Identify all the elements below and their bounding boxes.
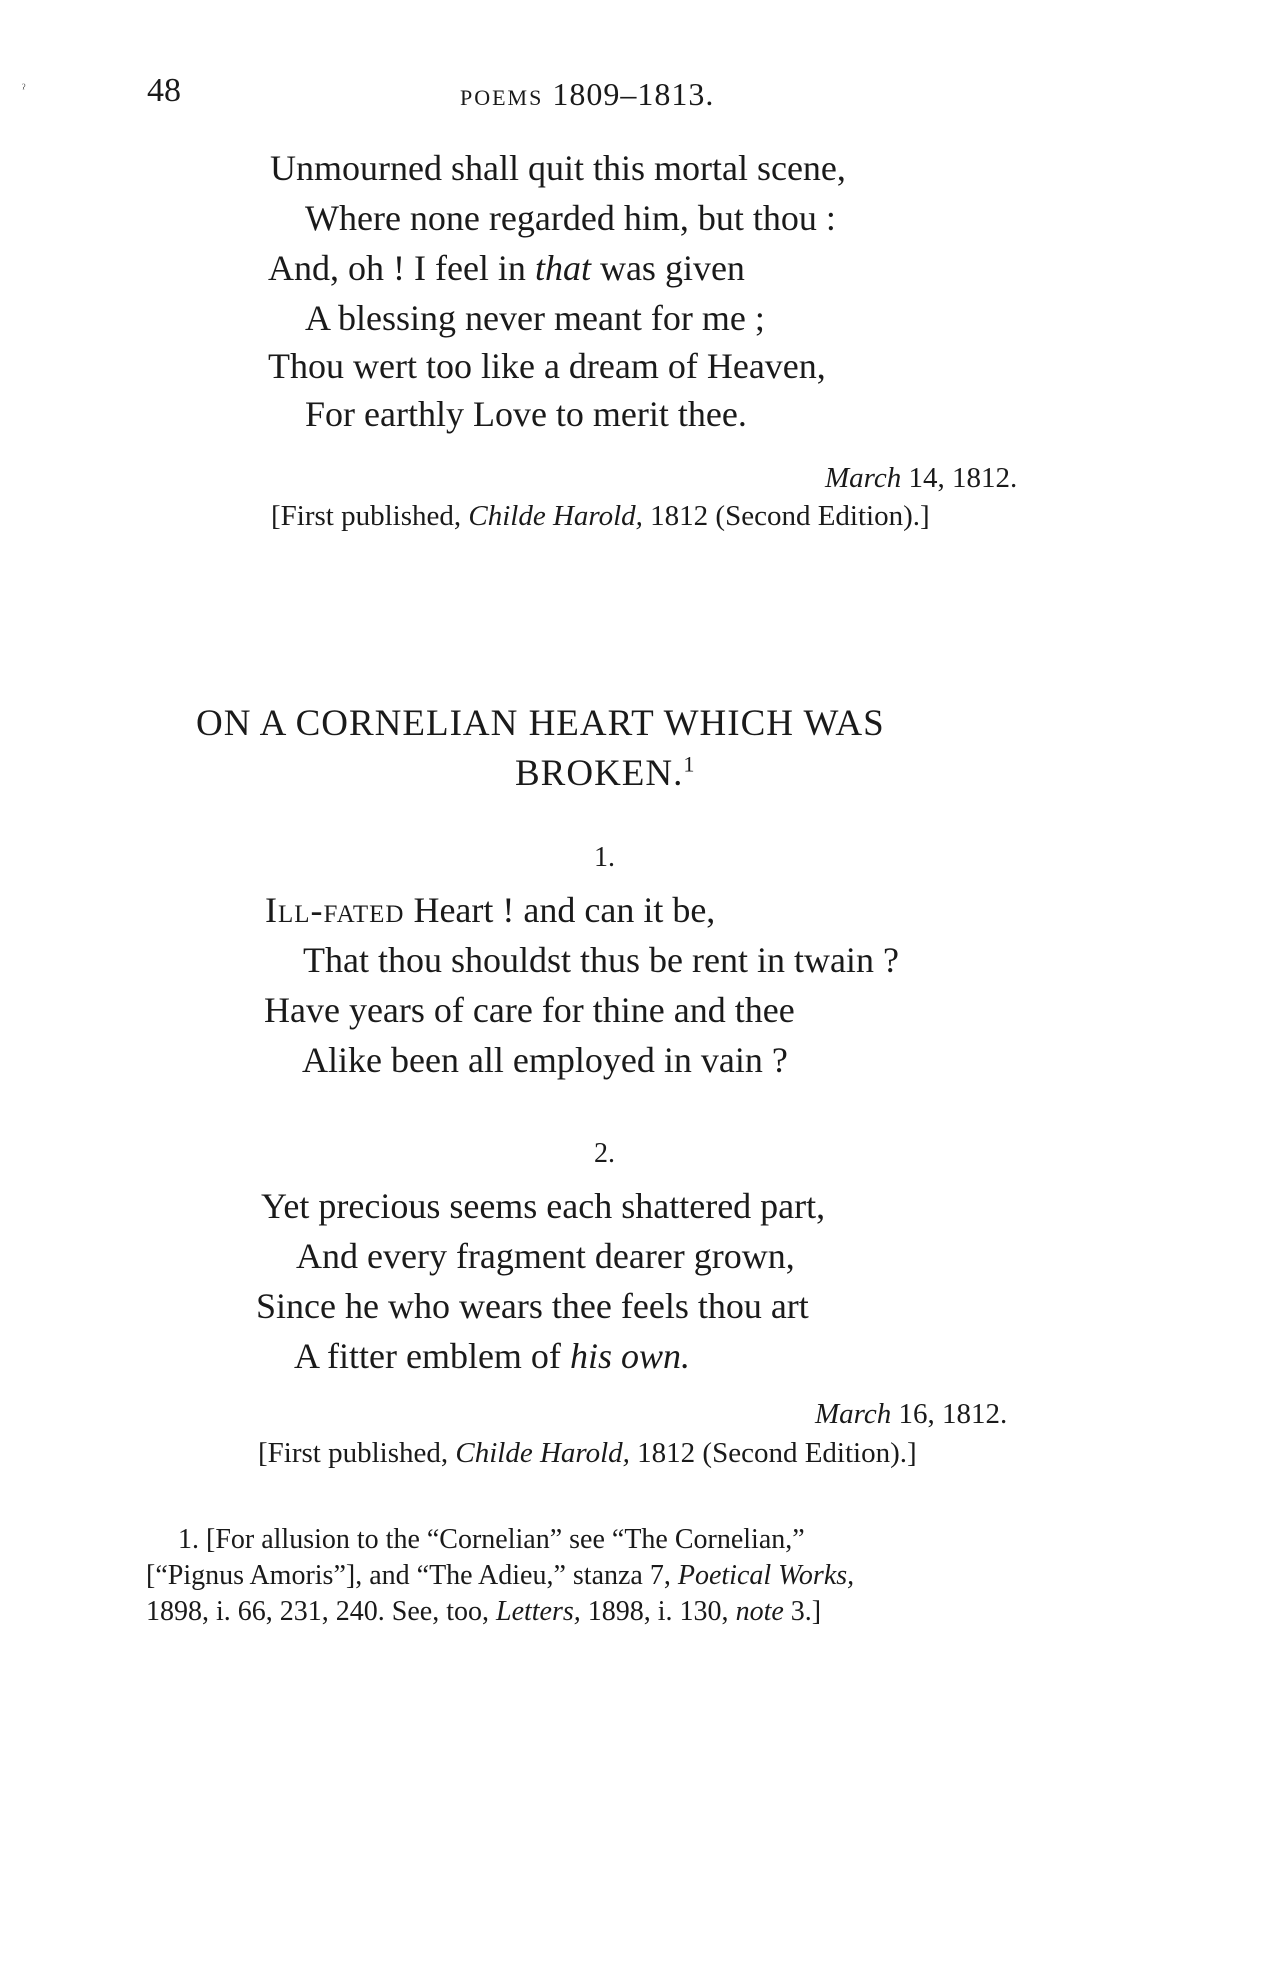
footnote-line-2: [“Pignus Amoris”], and “The Adieu,” stanza 7, Poetical Works, bbox=[146, 1560, 855, 1591]
poem2-stanza2-line-1: Yet precious seems each shattered part, bbox=[261, 1186, 826, 1226]
poem1-line-2: Where none regarded him, but thou : bbox=[305, 198, 836, 238]
poem1-line-4: A blessing never meant for me ; bbox=[305, 298, 765, 338]
poem2-stanza1-line-2: That thou shouldst thus be rent in twain ? bbox=[303, 940, 899, 980]
running-title bbox=[460, 76, 714, 113]
poem1-date-rest: 14, 1812. bbox=[908, 462, 1018, 494]
stanza-1-number: 1. bbox=[594, 842, 615, 873]
poem2-stanza1-line-4: Alike been all employed in vain ? bbox=[302, 1040, 788, 1080]
poem2-stanza2-line-2: And every fragment dearer grown, bbox=[296, 1236, 795, 1276]
poem1-line-3: And, oh ! I feel in that was given bbox=[268, 248, 745, 288]
footnote-line-1: 1. [For allusion to the “Cornelian” see “The Cornelian,” bbox=[178, 1524, 805, 1555]
poem2-emphasis: his own. bbox=[569, 1336, 690, 1376]
poem2-date-month: March bbox=[815, 1398, 892, 1430]
poem2-stanza2-line-4: A fitter emblem of his own. bbox=[294, 1336, 690, 1376]
margin-mark: ˀ bbox=[22, 82, 26, 97]
poem2-publication-note: [First published, Childe Harold, 1812 (Second Edition).] bbox=[258, 1437, 917, 1469]
stanza-2-number: 2. bbox=[594, 1138, 615, 1169]
page-number: 48 bbox=[147, 72, 181, 109]
poem1-date bbox=[825, 462, 1017, 495]
poem2-date-rest: 16, 1812. bbox=[898, 1398, 1008, 1430]
poem2-stanza1-line-1: Ill-fated Heart ! and can it be, bbox=[265, 890, 716, 930]
poem2-title-line-1: ON A CORNELIAN HEART WHICH WAS bbox=[196, 703, 885, 744]
poem1-line-6: For earthly Love to merit thee. bbox=[305, 394, 747, 434]
poem2-stanza2-line-3: Since he who wears thee feels thou art bbox=[256, 1286, 809, 1326]
poem1-emphasis: that bbox=[534, 248, 591, 288]
poem2-title-line-2: BROKEN.$^1$ bbox=[515, 751, 696, 794]
poem1-publication-note: [First published, Childe Harold, 1812 (Second Edition).] bbox=[271, 500, 930, 532]
poem1-line-1: Unmourned shall quit this mortal scene, bbox=[270, 148, 846, 188]
footnote-reference: 1 bbox=[683, 751, 696, 777]
poem2-date bbox=[815, 1398, 1007, 1431]
running-title-word: POEMS bbox=[460, 85, 544, 110]
running-title-years: 1809–1813. bbox=[552, 76, 715, 112]
poem1-date-month: March bbox=[825, 462, 902, 494]
poem2-stanza1-line-3: Have years of care for thine and thee bbox=[264, 990, 795, 1030]
footnote-line-3: 1898, i. 66, 231, 240. See, too, Letters, 1898, i. 130, note 3.] bbox=[146, 1596, 822, 1627]
stanza-opening-word: Ill-fated bbox=[265, 890, 405, 930]
poem1-line-5: Thou wert too like a dream of Heaven, bbox=[268, 346, 826, 386]
